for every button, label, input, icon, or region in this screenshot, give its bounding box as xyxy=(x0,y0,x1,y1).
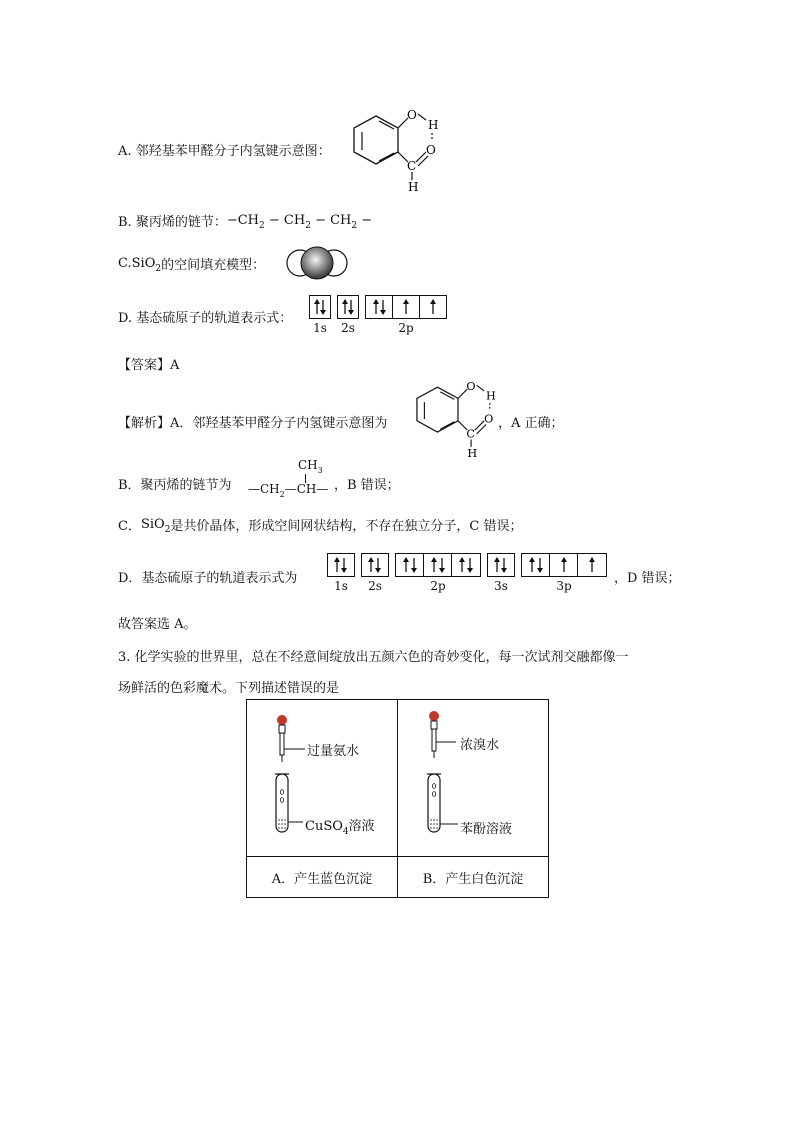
orbital-1s: 1s xyxy=(327,553,355,593)
svg-text:O: O xyxy=(426,143,436,157)
orbital-cell xyxy=(310,296,330,318)
polypropylene-repeat-unit: $CH_3$ $—CH_2—CH—$ xyxy=(248,458,329,499)
option-d-orbital-diagram xyxy=(309,295,453,335)
sio2-space-filling-model xyxy=(286,246,348,280)
analysis-a: 【解析】A．邻羟基苯甲醛分子内氢键示意图为 xyxy=(118,416,388,431)
solution-b-label: 苯酚溶液 xyxy=(460,822,513,837)
option-b-formula: $-CH_2 - CH_2 - CH_2$ − xyxy=(226,213,373,231)
option-c-formula: SiO$_2$ xyxy=(131,256,162,274)
analysis-b: B．聚丙烯的链节为 xyxy=(118,478,232,493)
analysis-d: D．基态硫原子的轨道表示式为 xyxy=(118,571,298,586)
svg-text:H: H xyxy=(467,447,478,460)
analysis-d-orbital-diagram xyxy=(327,553,613,593)
orbital-2p: 2p xyxy=(395,553,481,593)
reagent-b-label: 浓溴水 xyxy=(460,738,500,753)
orbital-2p: 2p xyxy=(365,295,447,335)
svg-text:O: O xyxy=(466,380,476,393)
salicylaldehyde-hbond-structure xyxy=(348,104,448,194)
svg-text:O: O xyxy=(407,108,417,122)
salicylaldehyde-hbond-structure-analysis xyxy=(410,376,506,460)
orbital-2s: 2s xyxy=(361,553,389,593)
option-a xyxy=(118,140,331,159)
experiment-a-figure xyxy=(247,700,398,857)
option-b xyxy=(118,211,372,230)
orbital-cell xyxy=(420,296,446,318)
svg-text:H: H xyxy=(428,118,439,132)
analysis-d-suffix: ，D 错误； xyxy=(614,571,681,586)
answer: 【答案】A xyxy=(118,358,180,373)
experiment-a-caption: A．产生蓝色沉淀 xyxy=(247,857,398,898)
experiment-b-caption: B．产生白色沉淀 xyxy=(398,857,549,898)
orbital-3p: 3p xyxy=(521,553,607,593)
svg-text:H: H xyxy=(486,389,496,403)
question3-line1: 3. 化学实验的世界里，总在不经意间绽放出五颜六色的奇妙变化，每一次试剂交融都像一 xyxy=(118,650,629,665)
analysis-conclusion: 故答案选 A。 xyxy=(118,617,197,632)
question3-line2: 场鲜活的色彩魔术。下列描述错误的是 xyxy=(118,681,340,696)
option-d: D. 基态硫原子的轨道表示式： xyxy=(118,311,293,326)
option-b-prefix: B. 聚丙烯的链节： xyxy=(118,215,227,230)
analysis-a-suffix: ，A 正确； xyxy=(498,416,564,431)
reagent-a-label: 过量氨水 xyxy=(307,744,360,759)
orbital-3s: 3s xyxy=(487,553,515,593)
analysis-b-suffix: ，B 错误； xyxy=(334,478,400,493)
svg-text:C: C xyxy=(407,159,417,173)
option-a-text: A. 邻羟基苯甲醛分子内氢键示意图： xyxy=(118,144,331,159)
svg-text:H: H xyxy=(408,180,419,194)
option-c: C. SiO$_2$ 的空间填充模型： xyxy=(118,256,266,274)
orbital-cell xyxy=(366,296,393,318)
svg-text:C: C xyxy=(466,427,475,441)
analysis-c-formula: SiO$_2$ xyxy=(140,517,171,535)
orbital-cell xyxy=(338,296,358,318)
analysis-c: C． SiO$_2$ 是共价晶体，形成空间网状结构，不存在独立分子，C 错误； xyxy=(118,517,523,535)
experiment-b-figure xyxy=(398,700,549,857)
solution-a-label: CuSO$_4$溶液 xyxy=(305,819,375,837)
experiment-table xyxy=(246,699,549,898)
svg-text:O: O xyxy=(484,412,494,426)
orbital-cell xyxy=(393,296,420,318)
orbital-1s: 1s xyxy=(309,295,331,335)
orbital-2s: 2s xyxy=(337,295,359,335)
